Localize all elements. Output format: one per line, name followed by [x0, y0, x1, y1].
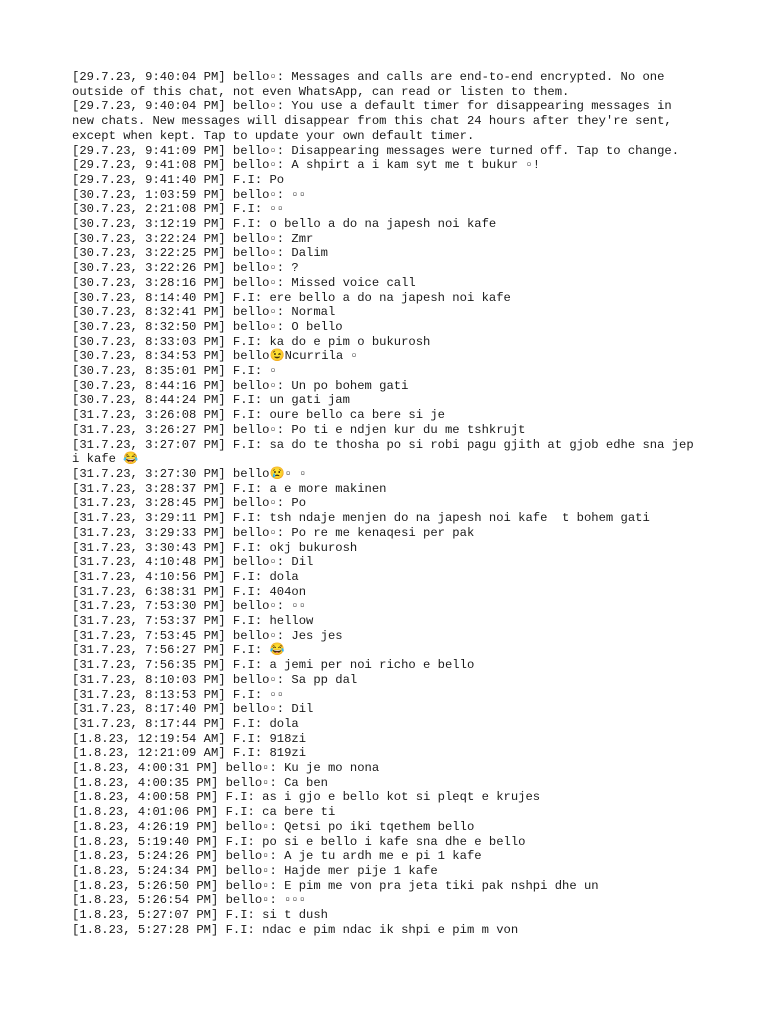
chat-message-line: [31.7.23, 7:53:37 PM] F.I: hellow: [72, 614, 314, 629]
chat-message-line: [30.7.23, 3:28:16 PM] bello▫: Missed voice call: [72, 275, 416, 290]
chat-message-line: [1.8.23, 5:26:50 PM] bello▫: E pim me von pra jeta tiki pak nshpi dhe un: [72, 878, 599, 893]
chat-message-line: [31.7.23, 8:10:03 PM] bello▫: Sa pp dal: [72, 672, 358, 687]
chat-message-line: [1.8.23, 4:00:58 PM] F.I: as i gjo e bello kot si pleqt e krujes: [72, 790, 541, 805]
chat-message-line: [30.7.23, 8:32:50 PM] bello▫: O bello: [72, 319, 343, 334]
chat-message-line: [29.7.23, 9:40:04 PM] bello▫: Messages and calls are end-to-end encrypted. No one outside of this chat, not even WhatsApp, can read or listen to them.: [72, 70, 672, 99]
chat-message-line: [31.7.23, 7:56:35 PM] F.I: a jemi per noi richo e bello: [72, 658, 475, 673]
chat-message-line: [1.8.23, 4:00:35 PM] bello▫: Ca ben: [72, 775, 328, 790]
chat-message-line: [30.7.23, 8:35:01 PM] F.I: ▫: [72, 364, 277, 379]
chat-message-line: [31.7.23, 3:26:27 PM] bello▫: Po ti e ndjen kur du me tshkrujt: [72, 422, 526, 437]
chat-message-line: [31.7.23, 4:10:48 PM] bello▫: Dil: [72, 555, 314, 570]
chat-message-line: [1.8.23, 5:27:07 PM] F.I: si t dush: [72, 908, 328, 923]
chat-message-line: [30.7.23, 3:22:26 PM] bello▫: ?: [72, 261, 299, 276]
chat-message-line: [1.8.23, 5:19:40 PM] F.I: po si e bello i kafe sna dhe e bello: [72, 834, 526, 849]
chat-message-line: [31.7.23, 3:30:43 PM] F.I: okj bukurosh: [72, 540, 358, 555]
chat-message-line: [31.7.23, 3:27:07 PM] F.I: sa do te thosha po si robi pagu gjith at gjob edhe sna jep i kafe 😂: [72, 437, 701, 467]
chat-message-line: [31.7.23, 3:28:37 PM] F.I: a e more makinen: [72, 481, 387, 496]
chat-message-line: [31.7.23, 3:29:11 PM] F.I: tsh ndaje menjen do na japesh noi kafe t bohem gati: [72, 511, 650, 526]
chat-message-line: [1.8.23, 4:00:31 PM] bello▫: Ku je mo nona: [72, 761, 380, 776]
chat-message-line: [30.7.23, 8:44:16 PM] bello▫: Un po bohem gati: [72, 378, 409, 393]
chat-message-line: [30.7.23, 3:22:25 PM] bello▫: Dalim: [72, 246, 328, 261]
chat-message-line: [1.8.23, 5:24:34 PM] bello▫: Hajde mer pije 1 kafe: [72, 863, 438, 878]
chat-message-line: [30.7.23, 3:22:24 PM] bello▫: Zmr: [72, 231, 314, 246]
chat-message-line: [31.7.23, 8:17:40 PM] bello▫: Dil: [72, 702, 314, 717]
chat-message-line: [1.8.23, 12:19:54 AM] F.I: 918zi: [72, 731, 307, 746]
chat-message-line: [30.7.23, 1:03:59 PM] bello▫: ▫▫: [72, 187, 307, 202]
chat-message-line: [31.7.23, 7:56:27 PM] F.I: 😂: [72, 643, 285, 658]
chat-export-log: [72, 70, 701, 937]
chat-message-line: [1.8.23, 4:26:19 PM] bello▫: Qetsi po iki tqethem bello: [72, 819, 475, 834]
chat-message-line: [30.7.23, 8:44:24 PM] F.I: un gati jam: [72, 393, 350, 408]
chat-message-line: [30.7.23, 8:34:53 PM] bello😉Ncurrila ▫: [72, 349, 358, 364]
chat-message-line: [29.7.23, 9:41:09 PM] bello▫: Disappearing messages were turned off. Tap to change.: [72, 143, 680, 158]
chat-message-line: [31.7.23, 4:10:56 PM] F.I: dola: [72, 569, 299, 584]
chat-message-line: [31.7.23, 7:53:45 PM] bello▫: Jes jes: [72, 628, 343, 643]
chat-message-line: [29.7.23, 9:41:40 PM] F.I: Po: [72, 172, 285, 187]
chat-message-line: [1.8.23, 4:01:06 PM] F.I: ca bere ti: [72, 805, 336, 820]
chat-message-line: [30.7.23, 8:32:41 PM] bello▫: Normal: [72, 305, 336, 320]
chat-message-line: [31.7.23, 3:29:33 PM] bello▫: Po re me kenaqesi per pak: [72, 525, 475, 540]
chat-message-line: [30.7.23, 8:33:03 PM] F.I: ka do e pim o bukurosh: [72, 334, 431, 349]
chat-message-line: [31.7.23, 3:26:08 PM] F.I: oure bello ca bere si je: [72, 408, 445, 423]
chat-message-line: [1.8.23, 5:26:54 PM] bello▫: ▫▫▫: [72, 893, 307, 908]
chat-message-line: [31.7.23, 3:28:45 PM] bello▫: Po: [72, 496, 307, 511]
chat-message-line: [29.7.23, 9:41:08 PM] bello▫: A shpirt a i kam syt me t bukur ▫!: [72, 158, 541, 173]
chat-message-line: [31.7.23, 8:17:44 PM] F.I: dola: [72, 716, 299, 731]
chat-message-line: [31.7.23, 8:13:53 PM] F.I: ▫▫: [72, 687, 285, 702]
chat-message-line: [1.8.23, 5:27:28 PM] F.I: ndac e pim ndac ik shpi e pim m von: [72, 922, 519, 937]
chat-message-line: [1.8.23, 12:21:09 AM] F.I: 819zi: [72, 746, 307, 761]
chat-message-line: [1.8.23, 5:24:26 PM] bello▫: A je tu ardh me e pi 1 kafe: [72, 849, 482, 864]
chat-message-line: [31.7.23, 7:53:30 PM] bello▫: ▫▫: [72, 599, 307, 614]
chat-message-line: [30.7.23, 2:21:08 PM] F.I: ▫▫: [72, 202, 285, 217]
chat-message-line: [31.7.23, 3:27:30 PM] bello😢▫ ▫: [72, 466, 307, 481]
chat-message-line: [30.7.23, 8:14:40 PM] F.I: ere bello a do na japesh noi kafe: [72, 290, 511, 305]
chat-message-line: [29.7.23, 9:40:04 PM] bello▫: You use a default timer for disappearing messages in new chats. New messages will disappear from this chat 24 hours after they're sent, except when kept. Tap to update your own default timer.: [72, 99, 680, 143]
chat-message-line: [30.7.23, 3:12:19 PM] F.I: o bello a do na japesh noi kafe: [72, 217, 497, 232]
chat-message-line: [31.7.23, 6:38:31 PM] F.I: 404on: [72, 584, 307, 599]
